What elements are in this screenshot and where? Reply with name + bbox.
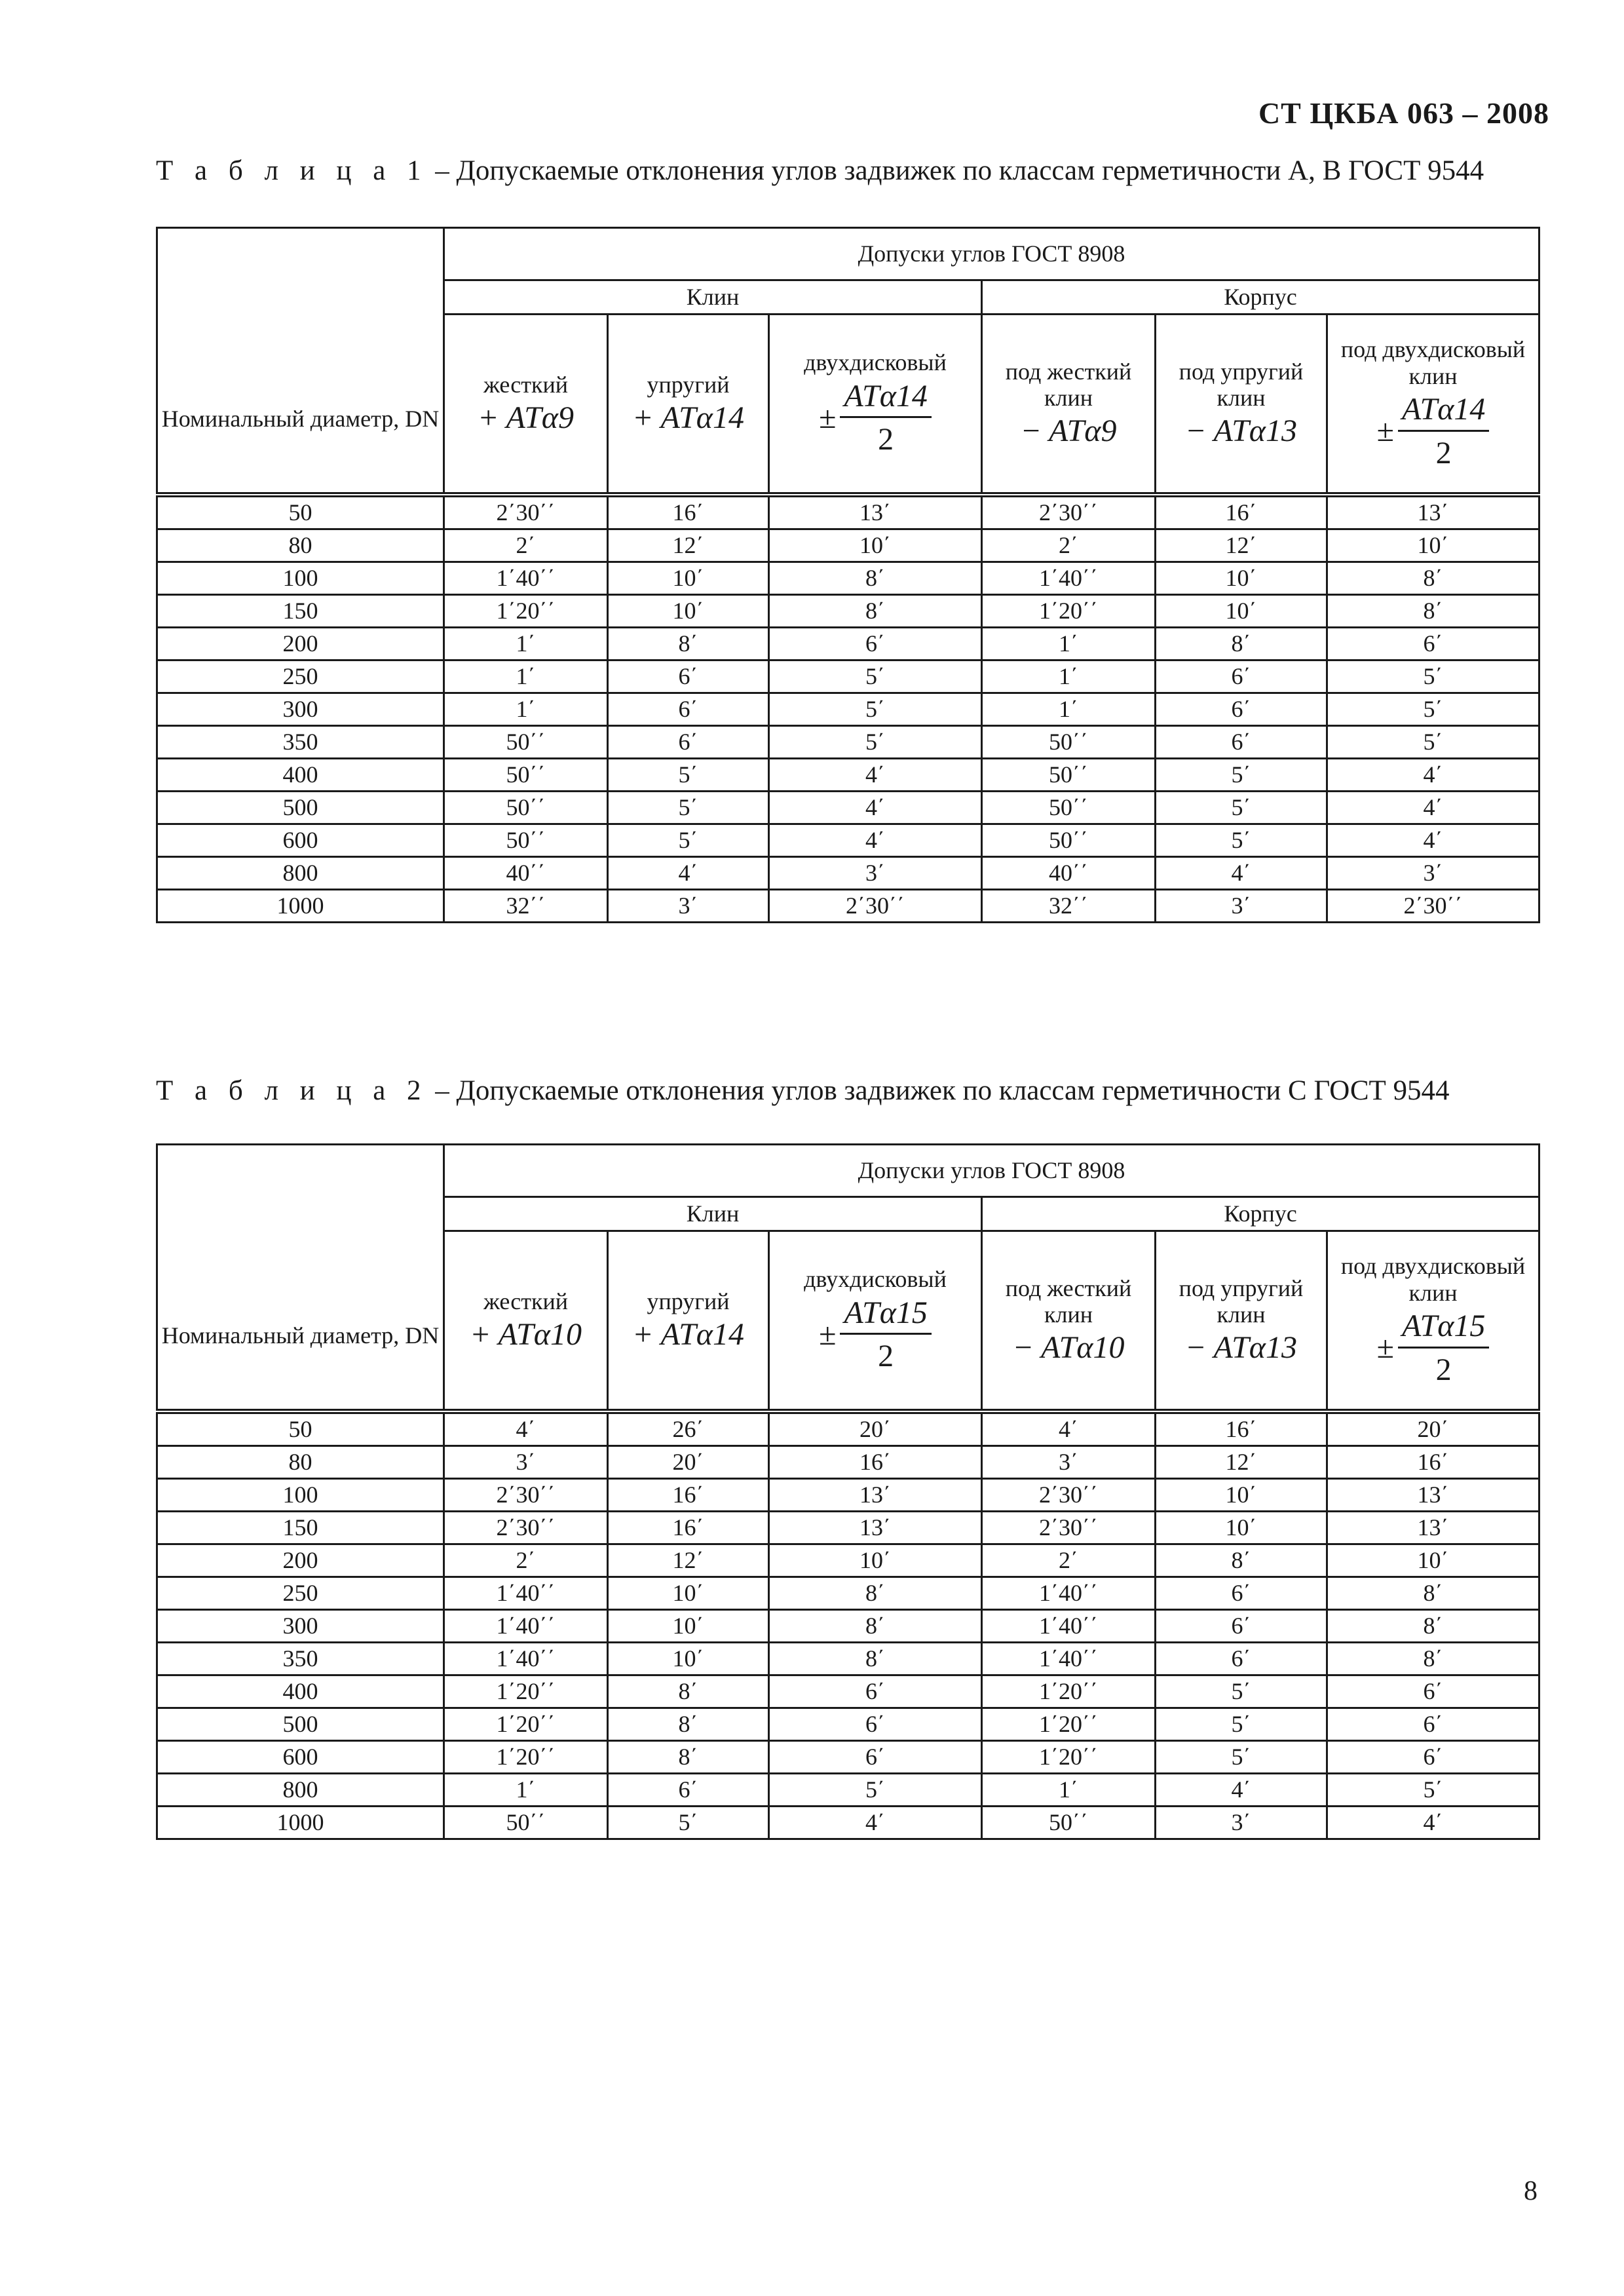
tolerance-cell: 1΄20΄΄ <box>982 1708 1156 1740</box>
table2-col2-label: упругий <box>647 1288 730 1314</box>
table2 <box>156 1143 1540 1840</box>
table2-header-col6 <box>1327 1231 1539 1411</box>
diameter-cell: 1000 <box>157 1806 444 1839</box>
tolerance-cell: 8΄ <box>1156 627 1327 660</box>
tolerance-cell: 16΄ <box>608 1511 769 1544</box>
table2-header-col3 <box>769 1231 982 1411</box>
table2-header-col2 <box>608 1231 769 1411</box>
table-row <box>157 824 1539 856</box>
tolerance-cell: 10΄ <box>769 529 982 562</box>
diameter-cell: 350 <box>157 725 444 758</box>
tolerance-cell: 10΄ <box>1156 562 1327 594</box>
table2-col3-denominator: 2 <box>878 1339 894 1374</box>
tolerance-cell: 1΄20΄΄ <box>982 594 1156 627</box>
tolerance-cell: 1΄ <box>982 693 1156 725</box>
tolerance-cell: 8΄ <box>769 594 982 627</box>
table2-col6-numerator: ATα15 <box>1398 1309 1489 1349</box>
table2-caption-text: – Допускаемые отклонения углов задвижек по классам герметичности С ГОСТ 9544 <box>428 1075 1450 1106</box>
table2-col6-label: под двухдисковый клин <box>1340 1253 1526 1306</box>
tolerance-cell: 1΄ <box>982 627 1156 660</box>
tolerance-cell: 8΄ <box>608 1675 769 1708</box>
tolerance-cell: 16΄ <box>1156 1411 1327 1446</box>
tolerance-cell: 16΄ <box>608 495 769 529</box>
tolerance-cell: 8΄ <box>1156 1544 1327 1577</box>
table-row <box>157 1609 1539 1642</box>
tolerance-cell: 1΄40΄΄ <box>982 562 1156 594</box>
table2-col3-label: двухдисковый <box>804 1266 947 1293</box>
tolerance-cell: 8΄ <box>1327 594 1539 627</box>
tolerance-cell: 1΄40΄΄ <box>982 1642 1156 1675</box>
tolerance-cell: 8΄ <box>1327 562 1539 594</box>
table-row <box>157 1708 1539 1740</box>
table2-col6-sign: ± <box>1376 1330 1394 1366</box>
table1-col3-numerator: ATα14 <box>840 379 931 419</box>
tolerance-cell: 3΄ <box>1156 1806 1327 1839</box>
tolerance-cell: 16΄ <box>769 1445 982 1478</box>
table-row <box>157 495 1539 529</box>
tolerance-cell: 10΄ <box>1156 1478 1327 1511</box>
tolerance-cell: 6΄ <box>1156 693 1327 725</box>
tolerance-cell: 8΄ <box>1327 1609 1539 1642</box>
diameter-cell: 600 <box>157 1740 444 1773</box>
tolerance-cell: 4΄ <box>1327 758 1539 791</box>
diameter-cell: 250 <box>157 660 444 693</box>
tolerance-cell: 6΄ <box>1156 1609 1327 1642</box>
table1-header-col1 <box>444 315 608 495</box>
tolerance-cell: 50΄΄ <box>444 1806 608 1839</box>
table1-col3-denominator: 2 <box>878 422 894 457</box>
tolerance-cell: 5΄ <box>1327 1773 1539 1806</box>
table-row <box>157 594 1539 627</box>
table1-header-tolerances: Допуски углов ГОСТ 8908 <box>444 228 1539 280</box>
tolerance-cell: 1΄40΄΄ <box>444 1642 608 1675</box>
tolerance-cell: 8΄ <box>608 627 769 660</box>
table-row <box>157 1544 1539 1577</box>
tolerance-cell: 13΄ <box>1327 1511 1539 1544</box>
table2-col4-label: под жесткий клин <box>1005 1274 1132 1328</box>
tolerance-cell: 6΄ <box>608 1773 769 1806</box>
table2-header-body: Корпус <box>982 1197 1539 1231</box>
table2-col1-label: жесткий <box>483 1288 568 1314</box>
table1-col2-label: упругий <box>647 371 730 398</box>
table1-header-col3 <box>769 315 982 495</box>
table1-col6-sign: ± <box>1376 413 1394 449</box>
table2-col3-numerator: ATα15 <box>840 1295 931 1335</box>
tolerance-cell: 2΄30΄΄ <box>982 495 1156 529</box>
diameter-cell: 50 <box>157 1411 444 1446</box>
table1-caption <box>156 155 1484 187</box>
diameter-cell: 150 <box>157 594 444 627</box>
tolerance-cell: 6΄ <box>1156 1642 1327 1675</box>
diameter-cell: 500 <box>157 1708 444 1740</box>
tolerance-cell: 16΄ <box>1327 1445 1539 1478</box>
tolerance-cell: 50΄΄ <box>982 758 1156 791</box>
tolerance-cell: 6΄ <box>608 660 769 693</box>
table2-header-col5 <box>1156 1231 1327 1411</box>
tolerance-cell: 10΄ <box>1156 594 1327 627</box>
tolerance-cell: 13΄ <box>1327 1478 1539 1511</box>
tolerance-cell: 13΄ <box>1327 495 1539 529</box>
table1-caption-prefix: Т а б л и ц а 1 <box>156 155 428 186</box>
table2-col5-label: под упругий клин <box>1179 1274 1304 1328</box>
tolerance-cell: 13΄ <box>769 1478 982 1511</box>
tolerance-cell: 4΄ <box>1156 1773 1327 1806</box>
tolerance-cell: 2΄ <box>982 1544 1156 1577</box>
diameter-cell: 200 <box>157 1544 444 1577</box>
tolerance-cell: 1΄40΄΄ <box>982 1577 1156 1609</box>
tolerance-cell: 8΄ <box>769 1642 982 1675</box>
tolerance-cell: 10΄ <box>608 562 769 594</box>
tolerance-cell: 8΄ <box>769 1609 982 1642</box>
table1 <box>156 227 1540 923</box>
diameter-cell: 350 <box>157 1642 444 1675</box>
table2-col4-formula: − ATα10 <box>1012 1330 1125 1366</box>
table-row <box>157 889 1539 922</box>
tolerance-cell: 6΄ <box>769 627 982 660</box>
tolerance-cell: 3΄ <box>444 1445 608 1478</box>
table-row <box>157 1445 1539 1478</box>
tolerance-cell: 6΄ <box>769 1740 982 1773</box>
tolerance-cell: 6΄ <box>608 693 769 725</box>
table1-header-diameter: Номинальный диаметр, DN <box>157 228 444 495</box>
table-row <box>157 562 1539 594</box>
table-row <box>157 529 1539 562</box>
tolerance-cell: 4΄ <box>1327 1806 1539 1839</box>
table2-header-col4 <box>982 1231 1156 1411</box>
tolerance-cell: 5΄ <box>608 824 769 856</box>
tolerance-cell: 4΄ <box>1327 824 1539 856</box>
tolerance-cell: 4΄ <box>982 1411 1156 1446</box>
tolerance-cell: 50΄΄ <box>982 791 1156 824</box>
tolerance-cell: 1΄20΄΄ <box>982 1740 1156 1773</box>
tolerance-cell: 5΄ <box>769 725 982 758</box>
tolerance-cell: 13΄ <box>769 495 982 529</box>
tolerance-cell: 10΄ <box>608 1642 769 1675</box>
table-row <box>157 660 1539 693</box>
table1-col3-label: двухдисковый <box>804 349 947 376</box>
diameter-cell: 400 <box>157 758 444 791</box>
table-row <box>157 1577 1539 1609</box>
tolerance-cell: 10΄ <box>1327 1544 1539 1577</box>
tolerance-cell: 2΄30΄΄ <box>1327 889 1539 922</box>
tolerance-cell: 5΄ <box>1156 824 1327 856</box>
table2-header-wedge: Клин <box>444 1197 982 1231</box>
table-row <box>157 1675 1539 1708</box>
table-row <box>157 758 1539 791</box>
tolerance-cell: 20΄ <box>1327 1411 1539 1446</box>
tolerance-cell: 5΄ <box>1156 758 1327 791</box>
tolerance-cell: 1΄40΄΄ <box>444 1609 608 1642</box>
diameter-cell: 800 <box>157 856 444 889</box>
table2-col3-sign: ± <box>819 1317 837 1352</box>
table-row <box>157 1773 1539 1806</box>
tolerance-cell: 2΄30΄΄ <box>769 889 982 922</box>
tolerance-cell: 5΄ <box>769 660 982 693</box>
table-row <box>157 791 1539 824</box>
tolerance-cell: 8΄ <box>608 1740 769 1773</box>
tolerance-cell: 2΄ <box>982 529 1156 562</box>
table1-header-body: Корпус <box>982 280 1539 315</box>
table-row <box>157 1411 1539 1446</box>
tolerance-cell: 6΄ <box>1156 725 1327 758</box>
tolerance-cell: 6΄ <box>769 1708 982 1740</box>
tolerance-cell: 4΄ <box>769 1806 982 1839</box>
tolerance-cell: 10΄ <box>608 1609 769 1642</box>
diameter-cell: 1000 <box>157 889 444 922</box>
page-number: 8 <box>1524 2176 1538 2206</box>
tolerance-cell: 40΄΄ <box>982 856 1156 889</box>
tolerance-cell: 50΄΄ <box>444 725 608 758</box>
tolerance-cell: 1΄20΄΄ <box>982 1675 1156 1708</box>
tolerance-cell: 10΄ <box>769 1544 982 1577</box>
tolerance-cell: 20΄ <box>608 1445 769 1478</box>
tolerance-cell: 1΄ <box>444 1773 608 1806</box>
tolerance-cell: 1΄ <box>982 1773 1156 1806</box>
tolerance-cell: 4΄ <box>769 791 982 824</box>
diameter-cell: 300 <box>157 1609 444 1642</box>
table1-body <box>157 495 1539 923</box>
tolerance-cell: 8΄ <box>1327 1642 1539 1675</box>
tolerance-cell: 16΄ <box>608 1478 769 1511</box>
tolerance-cell: 1΄40΄΄ <box>444 1577 608 1609</box>
tolerance-cell: 1΄20΄΄ <box>444 1740 608 1773</box>
diameter-cell: 400 <box>157 1675 444 1708</box>
tolerance-cell: 3΄ <box>1156 889 1327 922</box>
tolerance-cell: 50΄΄ <box>444 824 608 856</box>
tolerance-cell: 8΄ <box>1327 1577 1539 1609</box>
tolerance-cell: 32΄΄ <box>444 889 608 922</box>
tolerance-cell: 4΄ <box>1156 856 1327 889</box>
table-row <box>157 725 1539 758</box>
table-row <box>157 627 1539 660</box>
tolerance-cell: 6΄ <box>1327 627 1539 660</box>
tolerance-cell: 4΄ <box>444 1411 608 1446</box>
table1-header-col4 <box>982 315 1156 495</box>
table2-header-tolerances: Допуски углов ГОСТ 8908 <box>444 1145 1539 1197</box>
tolerance-cell: 5΄ <box>608 791 769 824</box>
document-code: СТ ЦКБА 063 – 2008 <box>1258 96 1549 130</box>
table2-header-diameter: Номинальный диаметр, DN <box>157 1145 444 1411</box>
tolerance-cell: 8΄ <box>769 562 982 594</box>
table1-col4-formula: − ATα9 <box>1020 413 1117 449</box>
tolerance-cell: 12΄ <box>608 529 769 562</box>
diameter-cell: 500 <box>157 791 444 824</box>
diameter-cell: 50 <box>157 495 444 529</box>
tolerance-cell: 40΄΄ <box>444 856 608 889</box>
diameter-cell: 80 <box>157 529 444 562</box>
tolerance-cell: 2΄ <box>444 529 608 562</box>
tolerance-cell: 6΄ <box>1327 1675 1539 1708</box>
tolerance-cell: 5΄ <box>1156 791 1327 824</box>
table2-col5-formula: − ATα13 <box>1185 1330 1297 1366</box>
tolerance-cell: 13΄ <box>769 1511 982 1544</box>
table1-col6-fraction <box>1377 392 1490 471</box>
diameter-cell: 250 <box>157 1577 444 1609</box>
tolerance-cell: 50΄΄ <box>982 725 1156 758</box>
tolerance-cell: 8΄ <box>608 1708 769 1740</box>
tolerance-cell: 12΄ <box>1156 1445 1327 1478</box>
table1-header-col2 <box>608 315 769 495</box>
tolerance-cell: 1΄40΄΄ <box>444 562 608 594</box>
table1-caption-text: – Допускаемые отклонения углов задвижек по классам герметичности А, В ГОСТ 9544 <box>428 155 1484 186</box>
table2-col2-formula: + ATα14 <box>632 1317 744 1352</box>
tolerance-cell: 12΄ <box>608 1544 769 1577</box>
table-row <box>157 693 1539 725</box>
diameter-cell: 600 <box>157 824 444 856</box>
table2-caption-prefix: Т а б л и ц а 2 <box>156 1075 428 1106</box>
tolerance-cell: 6΄ <box>608 725 769 758</box>
tolerance-cell: 1΄ <box>982 660 1156 693</box>
table1-col6-numerator: ATα14 <box>1398 392 1489 432</box>
tolerance-cell: 1΄ <box>444 693 608 725</box>
table1-col6-denominator: 2 <box>1435 435 1452 470</box>
tolerance-cell: 5΄ <box>1156 1708 1327 1740</box>
tolerance-cell: 3΄ <box>1327 856 1539 889</box>
tolerance-cell: 50΄΄ <box>444 758 608 791</box>
tolerance-cell: 5΄ <box>608 1806 769 1839</box>
tolerance-cell: 32΄΄ <box>982 889 1156 922</box>
tolerance-cell: 4΄ <box>769 758 982 791</box>
table1-col2-formula: + ATα14 <box>632 400 744 436</box>
tolerance-cell: 20΄ <box>769 1411 982 1446</box>
table-row <box>157 1642 1539 1675</box>
tolerance-cell: 1΄ <box>444 627 608 660</box>
diameter-cell: 150 <box>157 1511 444 1544</box>
table2-header-col1 <box>444 1231 608 1411</box>
tolerance-cell: 1΄40΄΄ <box>982 1609 1156 1642</box>
table1-col4-label: под жесткий клин <box>1005 358 1132 411</box>
tolerance-cell: 3΄ <box>982 1445 1156 1478</box>
tolerance-cell: 26΄ <box>608 1411 769 1446</box>
tolerance-cell: 1΄20΄΄ <box>444 1708 608 1740</box>
diameter-cell: 200 <box>157 627 444 660</box>
tolerance-cell: 2΄ <box>444 1544 608 1577</box>
tolerance-cell: 3΄ <box>769 856 982 889</box>
table1-col5-label: под упругий клин <box>1179 358 1304 411</box>
table-row <box>157 1511 1539 1544</box>
tolerance-cell: 2΄30΄΄ <box>444 495 608 529</box>
table1-col3-sign: ± <box>819 400 837 436</box>
table-row <box>157 1740 1539 1773</box>
table-row <box>157 1806 1539 1839</box>
tolerance-cell: 6΄ <box>1156 660 1327 693</box>
tolerance-cell: 5΄ <box>608 758 769 791</box>
table2-body <box>157 1411 1539 1839</box>
tolerance-cell: 4΄ <box>608 856 769 889</box>
table1-col1-formula: + ATα9 <box>478 400 574 436</box>
tolerance-cell: 10΄ <box>1156 1511 1327 1544</box>
tolerance-cell: 6΄ <box>1156 1577 1327 1609</box>
tolerance-cell: 6΄ <box>1327 1740 1539 1773</box>
tolerance-cell: 5΄ <box>1327 725 1539 758</box>
diameter-cell: 100 <box>157 1478 444 1511</box>
table1-header-col6 <box>1327 315 1539 495</box>
tolerance-cell: 16΄ <box>1156 495 1327 529</box>
table1-header-wedge: Клин <box>444 280 982 315</box>
tolerance-cell: 50΄΄ <box>982 824 1156 856</box>
tolerance-cell: 12΄ <box>1156 529 1327 562</box>
diameter-cell: 300 <box>157 693 444 725</box>
tolerance-cell: 2΄30΄΄ <box>444 1511 608 1544</box>
diameter-cell: 800 <box>157 1773 444 1806</box>
tolerance-cell: 5΄ <box>769 1773 982 1806</box>
tolerance-cell: 5΄ <box>1327 660 1539 693</box>
table2-caption <box>156 1075 1450 1107</box>
tolerance-cell: 6΄ <box>769 1675 982 1708</box>
tolerance-cell: 5΄ <box>1327 693 1539 725</box>
tolerance-cell: 4΄ <box>1327 791 1539 824</box>
diameter-cell: 100 <box>157 562 444 594</box>
tolerance-cell: 10΄ <box>608 594 769 627</box>
tolerance-cell: 1΄ <box>444 660 608 693</box>
tolerance-cell: 10΄ <box>608 1577 769 1609</box>
tolerance-cell: 8΄ <box>769 1577 982 1609</box>
table2-col6-denominator: 2 <box>1435 1352 1452 1387</box>
table2-col3-fraction <box>819 1295 932 1375</box>
table-row <box>157 856 1539 889</box>
table2-col1-formula: + ATα10 <box>470 1317 582 1352</box>
tolerance-cell: 10΄ <box>1327 529 1539 562</box>
table1-header-col5 <box>1156 315 1327 495</box>
tolerance-cell: 5΄ <box>769 693 982 725</box>
tolerance-cell: 50΄΄ <box>982 1806 1156 1839</box>
tolerance-cell: 2΄30΄΄ <box>982 1511 1156 1544</box>
tolerance-cell: 4΄ <box>769 824 982 856</box>
table1-col6-label: под двухдисковый клин <box>1340 336 1526 389</box>
tolerance-cell: 3΄ <box>608 889 769 922</box>
table-row <box>157 1478 1539 1511</box>
table1-col1-label: жесткий <box>483 371 568 398</box>
tolerance-cell: 1΄20΄΄ <box>444 594 608 627</box>
tolerance-cell: 50΄΄ <box>444 791 608 824</box>
table2-col6-fraction <box>1377 1309 1490 1388</box>
tolerance-cell: 1΄20΄΄ <box>444 1675 608 1708</box>
tolerance-cell: 5΄ <box>1156 1740 1327 1773</box>
tolerance-cell: 2΄30΄΄ <box>444 1478 608 1511</box>
tolerance-cell: 2΄30΄΄ <box>982 1478 1156 1511</box>
tolerance-cell: 6΄ <box>1327 1708 1539 1740</box>
table1-col5-formula: − ATα13 <box>1185 413 1297 449</box>
diameter-cell: 80 <box>157 1445 444 1478</box>
table1-col3-fraction <box>819 379 932 458</box>
tolerance-cell: 5΄ <box>1156 1675 1327 1708</box>
